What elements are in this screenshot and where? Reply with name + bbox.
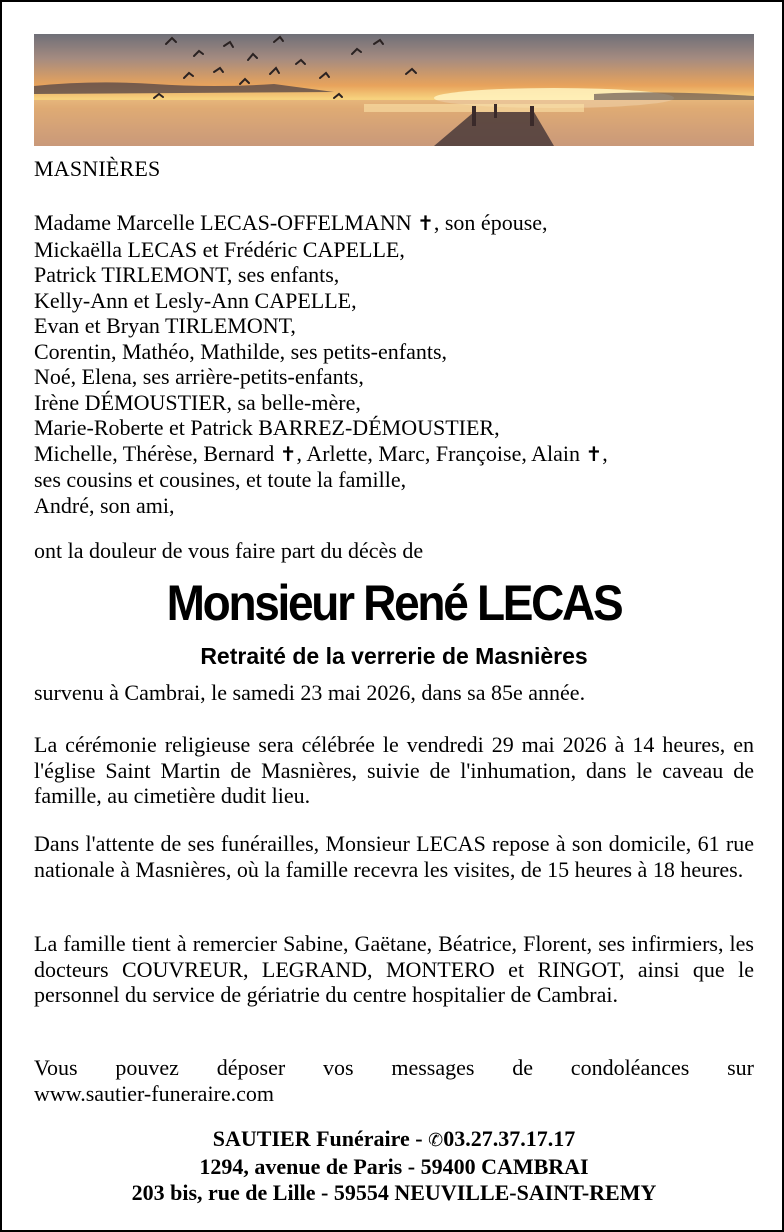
family-line bbox=[34, 339, 608, 365]
family-text: Evan et Bryan TIRLEMONT, bbox=[34, 313, 296, 338]
family-text: ses cousins et cousines, et toute la famille, bbox=[34, 467, 407, 492]
visits-paragraph: Dans l'attente de ses funérailles, Monsieur LECAS repose à son domicile, 61 rue nationale à Masnières, où la famille recevra les visites, de 15 heures à 18 heures. bbox=[34, 831, 754, 882]
family-text: Noé, Elena, ses arrière-petits-enfants, bbox=[34, 364, 364, 389]
family-text: , Arlette, Marc, Françoise, Alain bbox=[296, 440, 586, 466]
deceased-name: Monsieur René LECAS bbox=[166, 575, 622, 631]
footer-address-2: 203 bis, rue de Lille - 59554 NEUVILLE-SAINT-REMY bbox=[131, 1180, 657, 1205]
footer-company-line bbox=[34, 1126, 754, 1154]
family-text: Mickaëlla LECAS et Frédéric CAPELLE, bbox=[34, 236, 405, 262]
death-details: survenu à Cambrai, le samedi 23 mai 2026, dans sa 85e année. bbox=[34, 680, 586, 705]
family-text: André, son ami, bbox=[34, 492, 175, 518]
family-text: Corentin, Mathéo, Mathilde, ses petits-enfants, bbox=[34, 338, 448, 364]
family-text: Michelle, Thérèse, Bernard bbox=[34, 440, 280, 466]
cross-icon: ✝ bbox=[585, 441, 603, 466]
family-text: Marie-Roberte et Patrick BARREZ-DÉMOUSTIER, bbox=[34, 415, 500, 440]
family-line bbox=[34, 262, 608, 288]
family-line bbox=[34, 237, 608, 263]
footer-phone: 03.27.37.17.17 bbox=[443, 1126, 576, 1151]
banner-image bbox=[34, 34, 754, 146]
phone-icon: ✆ bbox=[428, 1130, 444, 1151]
family-line bbox=[34, 467, 608, 493]
announcement-intro: ont la douleur de vous faire part du décès de bbox=[34, 538, 424, 563]
deceased-occupation: Retraité de la verrerie de Masnières bbox=[200, 643, 588, 669]
family-text: Irène DÉMOUSTIER, sa belle-mère, bbox=[34, 389, 361, 415]
thanks-paragraph: La famille tient à remercier Sabine, Gaëtane, Béatrice, Florent, ses infirmiers, les docteurs COUVREUR, LEGRAND, MONTERO et RINGOT, ainsi que le personnel du service de gériatrie du centre hospitalier de Cambrai. bbox=[34, 931, 754, 1007]
ceremony-paragraph: La cérémonie religieuse sera célébrée le vendredi 29 mai 2026 à 14 heures, en l'église Saint Martin de Masnières, suivie de l'inhumation, dans le caveau de famille, au cimetière dudit lieu. bbox=[34, 732, 754, 808]
family-line bbox=[34, 441, 608, 468]
condolences-line: Vous pouvez déposer vos messages de condoléances sur bbox=[34, 1055, 754, 1080]
family-text: Kelly-Ann et Lesly-Ann CAPELLE, bbox=[34, 287, 357, 313]
family-line bbox=[34, 415, 608, 441]
family-text: Madame Marcelle LECAS-OFFELMANN bbox=[34, 210, 418, 235]
family-text: , bbox=[602, 440, 608, 466]
condolences-url: www.sautier-funeraire.com bbox=[34, 1081, 275, 1106]
cross-icon: ✝ bbox=[279, 441, 297, 466]
family-line bbox=[34, 313, 608, 339]
footer-address-1: 1294, avenue de Paris - 59400 CAMBRAI bbox=[199, 1154, 589, 1179]
family-list bbox=[34, 210, 608, 518]
family-line bbox=[34, 210, 608, 237]
family-line bbox=[34, 364, 608, 390]
footer-company: SAUTIER Funéraire - bbox=[212, 1126, 429, 1151]
family-line bbox=[34, 390, 608, 416]
family-line bbox=[34, 288, 608, 314]
sunset-pier-birds-icon bbox=[34, 34, 754, 146]
family-text: , son épouse, bbox=[433, 210, 548, 235]
cross-icon: ✝ bbox=[417, 211, 434, 235]
town-name: MASNIÈRES bbox=[34, 156, 161, 181]
family-line bbox=[34, 493, 608, 519]
family-text: Patrick TIRLEMONT, ses enfants, bbox=[34, 262, 340, 287]
funeral-home-footer bbox=[34, 1126, 754, 1206]
